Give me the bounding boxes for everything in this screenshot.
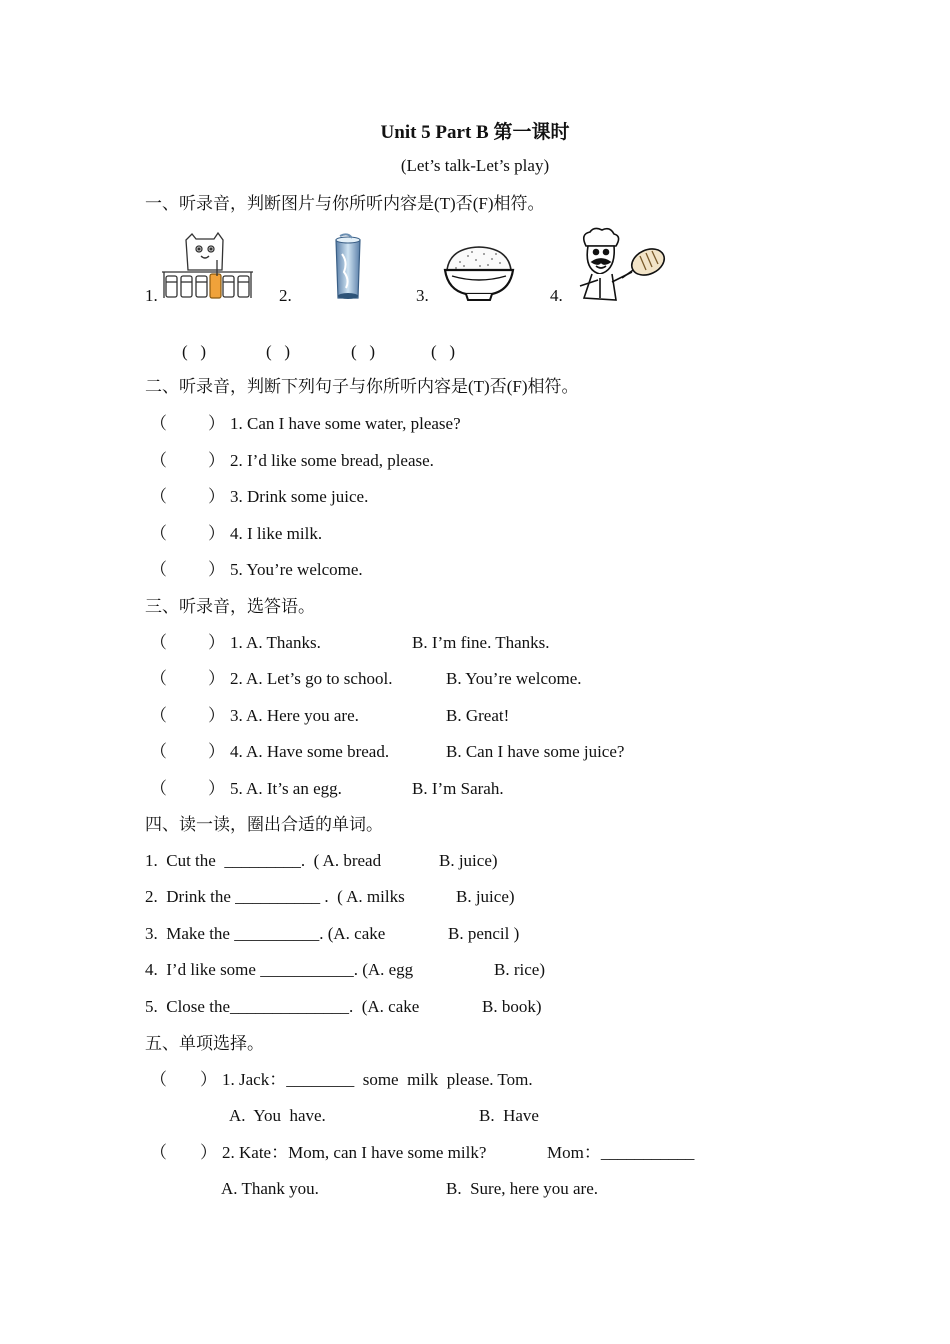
answer-blank-1[interactable]: ( ) bbox=[182, 342, 207, 361]
answer-paren-close: ） bbox=[200, 1143, 217, 1162]
answer-blank-4[interactable]: ( ) bbox=[431, 342, 456, 361]
option-b: B. book) bbox=[482, 997, 542, 1016]
picture-number-1: 1. bbox=[145, 286, 158, 305]
water-glass-picture bbox=[330, 232, 366, 302]
option-a: A. You have. bbox=[229, 1106, 326, 1125]
section5-heading: 五、单项选择。 bbox=[145, 1034, 264, 1053]
question-text: 1. Jack：________ some milk please. Tom. bbox=[222, 1070, 533, 1089]
statement-text: 3. Drink some juice. bbox=[230, 487, 369, 506]
option-a: 2. A. Let’s go to school. bbox=[230, 669, 393, 688]
option-a: 1. A. Thanks. bbox=[230, 633, 321, 652]
chef-with-bread-picture bbox=[570, 226, 668, 304]
option-b: B. Can I have some juice? bbox=[446, 742, 625, 761]
answer-blank-2[interactable]: ( ) bbox=[266, 342, 291, 361]
answer-paren-open[interactable]: （ bbox=[150, 560, 167, 579]
answer-paren-close: ） bbox=[208, 414, 225, 433]
answer-paren-close: ） bbox=[208, 451, 225, 470]
statement-text: 4. I like milk. bbox=[230, 524, 323, 543]
answer-paren-open[interactable]: （ bbox=[150, 1143, 167, 1162]
option-b: B. You’re welcome. bbox=[446, 669, 582, 688]
answer-blank-3[interactable]: ( ) bbox=[351, 342, 376, 361]
answer-paren-close: ） bbox=[208, 779, 225, 798]
statement-text: 2. I’d like some bread, please. bbox=[230, 451, 434, 470]
rice-bowl-picture bbox=[442, 244, 516, 302]
fill-in-question: 5. Close the______________. (A. cake bbox=[145, 997, 420, 1016]
statement-text: 5. You’re welcome. bbox=[230, 560, 363, 579]
option-a: 5. A. It’s an egg. bbox=[230, 779, 342, 798]
option-b: B. I’m fine. Thanks. bbox=[412, 633, 550, 652]
answer-paren-open[interactable]: （ bbox=[150, 669, 167, 688]
fill-in-question: 1. Cut the _________. ( A. bread bbox=[145, 851, 382, 870]
option-a: A. Thank you. bbox=[221, 1179, 319, 1198]
fill-in-question: 4. I’d like some ___________. (A. egg bbox=[145, 960, 414, 979]
answer-paren-open[interactable]: （ bbox=[150, 633, 167, 652]
option-a: 4. A. Have some bread. bbox=[230, 742, 390, 761]
answer-paren-close: ） bbox=[200, 1070, 217, 1089]
answer-paren-close: ） bbox=[208, 487, 225, 506]
option-b: B. I’m Sarah. bbox=[412, 779, 504, 798]
section4-heading: 四、读一读，圈出合适的单词。 bbox=[145, 815, 383, 834]
answer-paren-open[interactable]: （ bbox=[150, 524, 167, 543]
option-b: B. Sure, here you are. bbox=[446, 1179, 599, 1198]
answer-paren-open[interactable]: （ bbox=[150, 414, 167, 433]
fill-in-question: 3. Make the __________. (A. cake bbox=[145, 924, 386, 943]
option-b: B. juice) bbox=[456, 887, 515, 906]
answer-paren-open[interactable]: （ bbox=[150, 742, 167, 761]
page-subtitle: (Let’s talk-Let’s play) bbox=[400, 156, 550, 175]
statement-text: 1. Can I have some water, please? bbox=[230, 414, 461, 433]
option-b: B. juice) bbox=[439, 851, 498, 870]
option-b: B. pencil ) bbox=[448, 924, 520, 943]
picture-number-2: 2. bbox=[279, 286, 292, 305]
option-a: 3. A. Here you are. bbox=[230, 706, 359, 725]
answer-paren-close: ） bbox=[208, 524, 225, 543]
option-b: B. Have bbox=[479, 1106, 539, 1125]
option-b: B. Great! bbox=[446, 706, 510, 725]
option-b: B. rice) bbox=[494, 960, 545, 979]
answer-paren-open[interactable]: （ bbox=[150, 487, 167, 506]
picture-number-4: 4. bbox=[550, 286, 563, 305]
section1-heading: 一、听录音，判断图片与你所听内容是(T)否(F)相符。 bbox=[145, 194, 545, 213]
page-title: Unit 5 Part B 第一课时 bbox=[380, 122, 570, 143]
answer-paren-open[interactable]: （ bbox=[150, 1070, 167, 1089]
answer-paren-close: ） bbox=[208, 706, 225, 725]
answer-paren-close: ） bbox=[208, 633, 225, 652]
answer-paren-close: ） bbox=[208, 669, 225, 688]
answer-paren-open[interactable]: （ bbox=[150, 779, 167, 798]
picture-number-3: 3. bbox=[416, 286, 429, 305]
juice-glasses-picture bbox=[160, 230, 255, 300]
fill-in-question: 2. Drink the __________ . ( A. milks bbox=[145, 887, 405, 906]
answer-paren-close: ） bbox=[208, 560, 225, 579]
section3-heading: 三、听录音，选答语。 bbox=[145, 597, 315, 616]
answer-paren-close: ） bbox=[208, 742, 225, 761]
answer-paren-open[interactable]: （ bbox=[150, 706, 167, 725]
answer-paren-open[interactable]: （ bbox=[150, 451, 167, 470]
question-text: 2. Kate：Mom, can I have some milk? bbox=[222, 1143, 487, 1162]
reply-text: Mom：___________ bbox=[547, 1143, 695, 1162]
section2-heading: 二、听录音，判断下列句子与你所听内容是(T)否(F)相符。 bbox=[145, 377, 579, 396]
